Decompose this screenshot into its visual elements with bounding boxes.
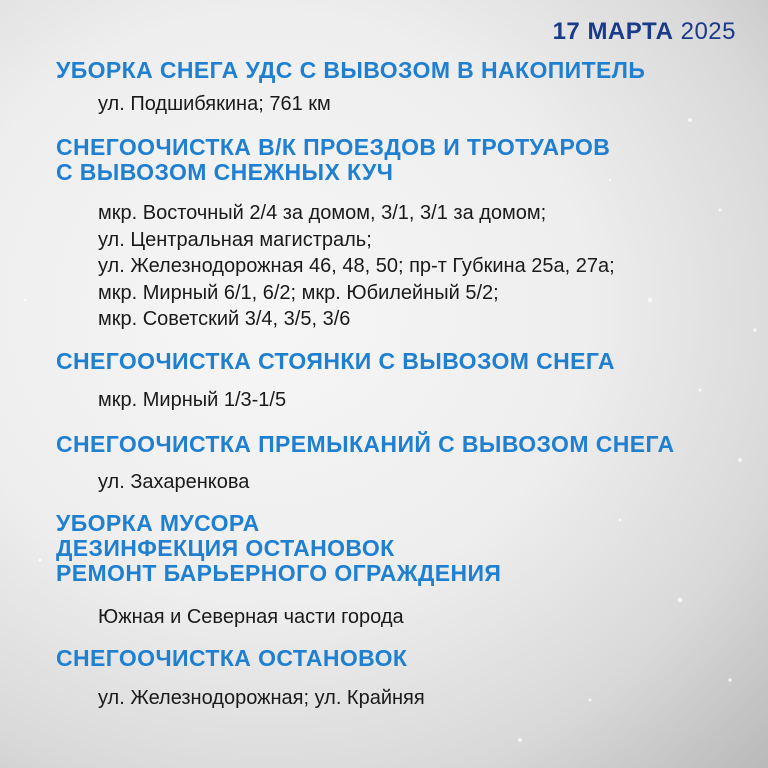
- list-item: ул. Железнодорожная; ул. Крайняя: [98, 687, 425, 709]
- list-item: мкр. Мирный 6/1, 6/2; мкр. Юбилейный 5/2;: [98, 281, 499, 304]
- list-item: мкр. Восточный 2/4 за домом, 3/1, 3/1 за домом;: [98, 202, 547, 224]
- section-heading: СНЕГООЧИСТКА СТОЯНКИ С ВЫВОЗОМ СНЕГА: [56, 348, 615, 374]
- section-heading: УБОРКА МУСОРА ДЕЗИНФЕКЦИЯ ОСТАНОВОК РЕМОНТ БАРЬЕРНОГО ОГРАЖДЕНИЯ: [56, 510, 502, 586]
- section-items: [98, 91, 331, 118]
- date-year: 2025: [680, 18, 736, 45]
- list-item: мкр. Советский 3/4, 3/5, 3/6: [98, 308, 351, 330]
- list-item: ул. Железнодорожная 46, 48, 50; пр-т Губкина 25а, 27а;: [98, 255, 615, 277]
- list-item: ул. Захаренкова: [98, 471, 250, 493]
- section-heading: СНЕГООЧИСТКА ОСТАНОВОК: [56, 645, 408, 671]
- list-item: ул. Подшибякина; 761 км: [98, 93, 331, 115]
- list-item: ул. Центральная магистраль;: [98, 228, 372, 251]
- list-item: Южная и Северная части города: [98, 606, 404, 628]
- date-day-month: 17 МАРТА: [552, 18, 674, 45]
- section-items: [98, 604, 404, 631]
- section-heading: СНЕГООЧИСТКА ПРЕМЫКАНИЙ С ВЫВОЗОМ СНЕГА: [56, 431, 675, 457]
- date-label: [553, 18, 736, 46]
- section-heading: СНЕГООЧИСТКА В/К ПРОЕЗДОВ И ТРОТУАРОВ С ВЫВОЗОМ СНЕЖНЫХ КУЧ: [56, 134, 611, 185]
- section-heading: УБОРКА СНЕГА УДС С ВЫВОЗОМ В НАКОПИТЕЛЬ: [56, 57, 646, 83]
- section-items: [98, 200, 615, 333]
- section-items: [98, 469, 249, 496]
- section-items: [98, 387, 286, 414]
- list-item: мкр. Мирный 1/3-1/5: [98, 389, 287, 411]
- section-items: [98, 685, 425, 712]
